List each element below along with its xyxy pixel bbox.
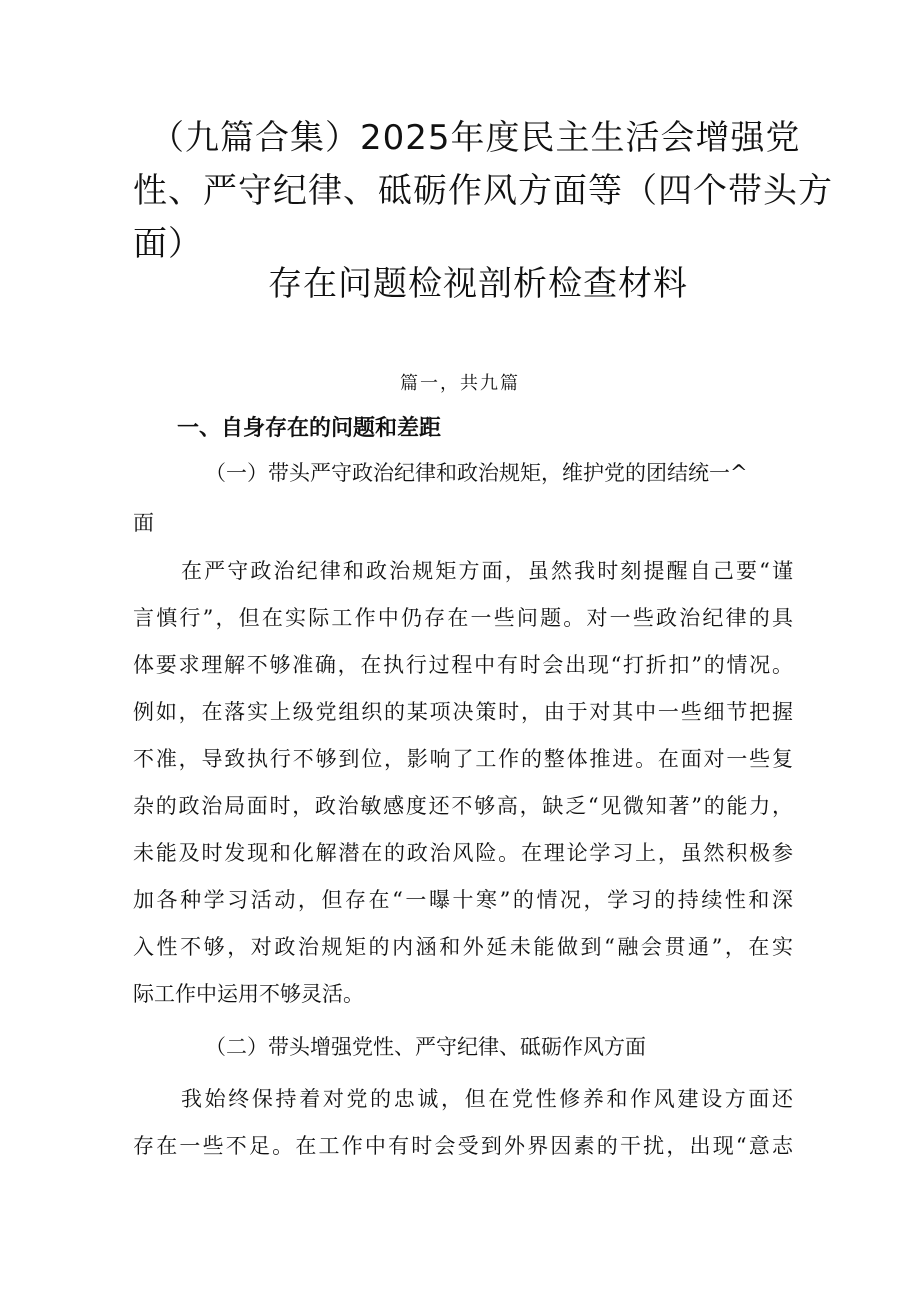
subsection-2-heading: （二）带头增强党性、严守纪律、砥砺作风方面 (205, 1035, 646, 1059)
paragraph-1-line: 体要求理解不够准确，在执行过程中有时会出现“打折扣”的情况。 (133, 653, 793, 677)
paragraph-1-line: 不准，导致执行不够到位，影响了工作的整体推进。在面对一些复 (133, 747, 793, 771)
paragraph-1-line: 入性不够，对政治规矩的内涵和外延未能做到“融会贯通”，在实 (133, 935, 793, 959)
paragraph-1-line: 加各种学习活动，但存在“一曝十寒”的情况，学习的持续性和深 (133, 888, 793, 912)
document-title-line-1: （九篇合集）2025年度民主生活会增强党 (150, 118, 801, 158)
subsection-1-heading-line-2: 面 (133, 511, 154, 535)
document-subtitle: 存在问题检视剖析检查材料 (268, 264, 688, 304)
subsection-1-heading-line-1: （一）带头严守政治纪律和政治规矩，维护党的团结统一^ (205, 461, 748, 485)
paragraph-1-line: 例如，在落实上级党组织的某项决策时，由于对其中一些细节把握 (133, 700, 793, 724)
paragraph-1-line: 言慎行”，但在实际工作中仍存在一些问题。对一些政治纪律的具 (133, 606, 793, 630)
paragraph-1-line: 杂的政治局面时，政治敏感度还不够高，缺乏“见微知著”的能力， (133, 794, 793, 818)
paragraph-2-line: 存在一些不足。在工作中有时会受到外界因素的干扰，出现“意志 (133, 1134, 793, 1158)
paragraph-1-line: 在严守政治纪律和政治规矩方面，虽然我时刻提醒自己要“谨 (181, 559, 793, 583)
document-title-line-3: 面） (133, 224, 203, 264)
paragraph-1-line: 际工作中运用不够灵活。 (133, 982, 364, 1006)
document-title-line-2: 性、严守纪律、砥砺作风方面等（四个带头方 (133, 171, 833, 211)
paragraph-1-line: 未能及时发现和化解潜在的政治风险。在理论学习上，虽然积极参 (133, 841, 793, 865)
chapter-label: 篇一，共九篇 (400, 373, 520, 394)
paragraph-2-line: 我始终保持着对党的忠诚，但在党性修养和作风建设方面还 (181, 1087, 793, 1111)
section-heading: 一、自身存在的问题和差距 (177, 416, 442, 441)
